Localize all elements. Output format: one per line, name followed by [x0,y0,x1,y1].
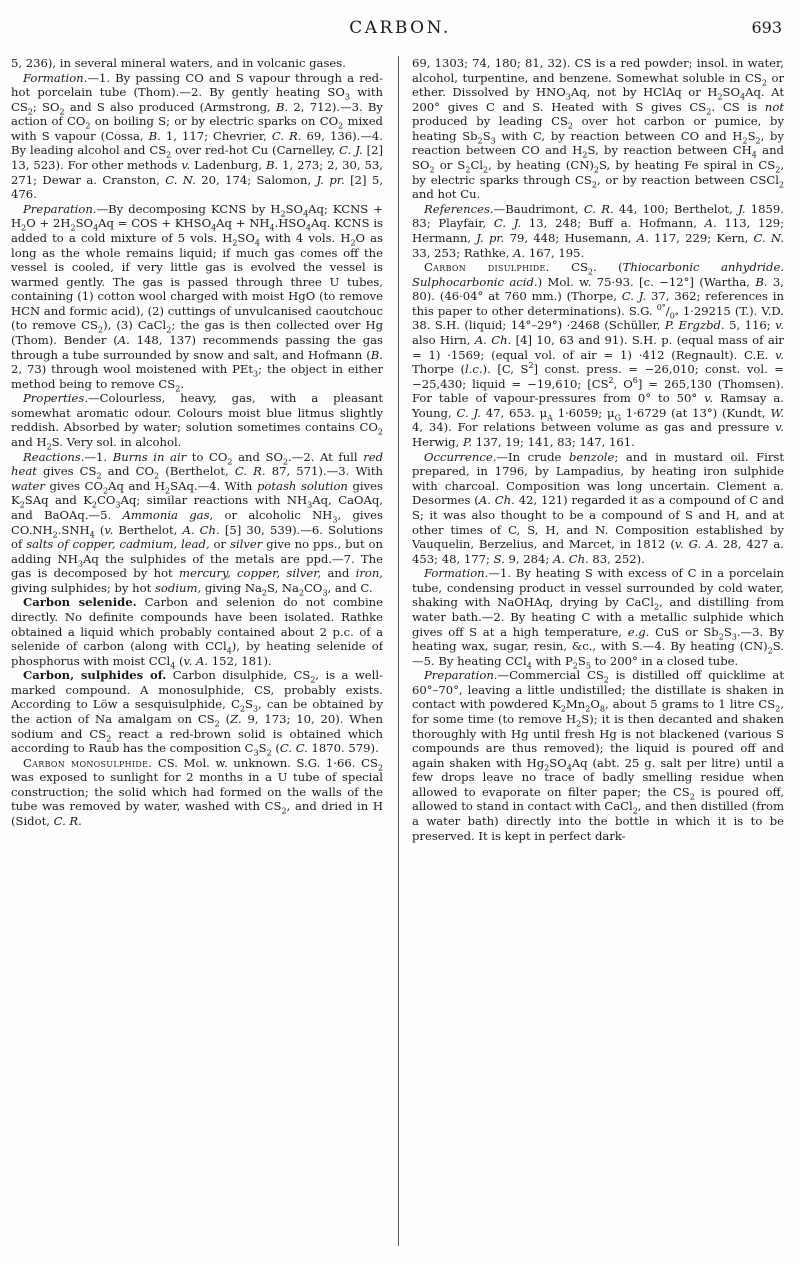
paragraph: 5, 236), in several mineral waters, and in volcanic gases. [11,56,346,70]
right-column [412,56,784,1252]
paragraph: Carbon disulphide. $CS_2$. (Thiocarbonic anhydride. Sulphocarbonic acid.) Mol. w. 75·93. [c. −12°] (Wartha, B. 3, 80). (46·04° at 760 mm.) (Thorpe, C. J. 37, 362; references in this paper to other determinations). S.G. $^{0^\circ}/_{0^\circ}$ 1·29215 (T.). V.D. 38. S.H. (liquid; 14°–29°) ·2468 (Schüller, P. Ergzbd. 5, 116; v. also Hirn, A. Ch. [4] 10, 63 and 91). S.H. p. (equal mass of air = 1) ·1569; (equal vol. of air = 1) ·412 (Regnault). C.E. v. Thorpe (l.c.). [C, $S^2$] const. press. = −26,010; const. vol. = −25,430; liquid = −19,610; [$CS^2$, $O^6] = 265,130$ (Thomsen). For table of vapour-pressures from 0° to 50° v. Ramsay a. Young, C. J. 47, 653. $\mu_A$ 1·6059; $\mu_G$ 1·6729 (at 13°) (Kundt, W. 4, 34). For relations between volume as gas and pressure v. Herwig, P. 137, 19; 141, 83; 147, 161. [412,260,784,450]
paragraph: Preparation.—Commercial $CS_2$ is distilled off quicklime at 60°–70°, leaving a little undistilled; the distillate is shaken in contact with powdered $K_2Mn_2O_8$, about 5 grams to 1 litre $CS_2$, for some time (to remove $H_2S$); it is then decanted and shaken thoroughly with Hg until fresh Hg is not blackened (various S compounds are thus removed); the liquid is poured off and again shaken with $Hg_2SO_4Aq$ (abt. 25 g. salt per litre) until a few drops leave no trace of badly smelling residue when allowed to evaporate on filter paper; the $CS_2$ is poured off, allowed to stand in contact with CaCl$_2$, and then distilled (from a water bath) directly into the bottle in which it is to be preserved. It is kept in perfect dark- [412,668,784,843]
paragraph: Reactions.—1. Burns in air to $CO_2$ and $SO_2.—2$. At full red heat gives $CS_2$ and $CO_2$ (Berthelot, C. R. 87, 571).—3. With water gives $CO_2Aq$ and $H_2SAq.—4$. With potash solution gives $K_2SAq$ and $K_2CO_3Aq$; similar reactions with $NH_3Aq$, CaOAq, and BaOAq.—5. Ammonia gas, or alcoholic $NH_3$, gives $CO.NH_2.SNH_4$ (v. Berthelot, A. Ch. [5] 30, 539).—6. Solutions of salts of copper, cadmium, lead, or silver give no pps., but on adding $NH_3Aq$ the sulphides of the metals are ppd.—7. The gas is decomposed by hot mercury, copper, silver, and iron, giving sulphides; by hot sodium, giving $Na_2S$, $Na_2CO_3$, and C. [11,449,383,598]
paragraph: Formation.—1. By heating S with excess of C in a porcelain tube, condensing product in vessel surrounded by cold water, shaking with NaOHAq, drying by CaCl$_2$, and distilling from water bath.—2. By heating C with a metallic sulphide which gives off S at a high temperature, e.g. CuS or $Sb_2S_3.—3$. By heating wax, sugar, resin, &c., with S.—4. By heating $(CN)_2S.—5$. By heating CCl$_4$ with $P_2S_5$ to 200° in a closed tube. [412,566,784,671]
left-column [11,56,383,1252]
page-number: 693 [751,18,782,37]
paragraph: References.—Baudrimont, C. R. 44, 100; Berthelot, J. 1859. 83; Playfair, C. J. 13, 248; Buff a. Hofmann, A. 113, 129; Hermann, J. pr. 79, 448; Husemann, A. 117, 229; Kern, C. N. 33, 253; Rathke, A. 167, 195. [412,201,784,260]
paragraph: Occurrence.—In crude benzole; and in mustard oil. First prepared, in 1796, by Lampadius, by heating iron sulphide with charcoal. Composition was long uncertain. Clement a. Desormes (A. Ch. 42, 121) regarded it as a compound of C and S; it was also thought to be a compound of S and H, and at other times of C, S, H, and N. Composition established by Vauquelin, Berzelius, and Marcet, in 1812 (v. G. A. 28, 427 a. 453; 48, 177; S. 9, 284; A. Ch. 83, 252). [412,449,784,566]
paragraph: Carbon selenide. Carbon and selenion do not combine directly. No definite compounds have been isolated. Rathke obtained a liquid which probably contained about 2 p.c. of a selenide of carbon (along with CCl$_4$), by heating selenide of phosphorus with moist CCl$_4$ (v. A. 152, 181). [11,595,383,671]
paragraph: Preparation.—By decomposing KCNS by $H_2SO_4Aq$; KCNS + $H_2O + 2H_2SO_4Aq$ = COS + $KHSO_4Aq + NH_4.HSO_4Aq$. KCNS is added to a cold mixture of 5 vols. $H_2SO_4$ with 4 vols. $H_2O$ as long as the whole remains liquid; if much gas comes off the vessel is cooled, if very little gas is evolved the vessel is warmed gently. The gas is passed through three U tubes, containing (1) cotton wool charged with moist HgO (to remove HCN and formic acid), (2) cuttings of unvulcanised caoutchouc (to remove $CS_2$), (3) CaCl$_2$; the gas is then collected over Hg (Thom). Bender (A. 148, 137) recommends passing the gas through a tube surrounded by snow and salt, and Hofmann (B. 2, 73) through wool moistened with PEt$_3$; the object in either method being to remove $CS_2$. [11,201,383,394]
paragraph: 69, 1303; 74, 180; 81, 32). CS is a red powder; insol. in water, alcohol, turpentine, and benzene. Somewhat soluble in $CS_2$ or ether. Dissolved by $HNO_3Aq$, not by HClAq or $H_2SO_4Aq$. At 200° gives C and S. Heated with S gives $CS_2$. CS is not produced by leading $CS_2$ over hot carbon or pumice, by heating $Sb_2S_3$ with C, by reaction between CO and $H_2S_2$, by reaction between CO and $H_2S$, by reaction between $CH_4$ and $SO_2$ or $S_2Cl_2$, by heating $(CN)_2S$, by heating Fe spiral in $CS_2$, by electric sparks through $CS_2$, or by reaction between CSCl$_2$ and hot Cu. [412,56,784,202]
column-divider [398,56,399,1246]
running-title: CARBON. [349,18,451,38]
paragraph: Carbon monosulphide. CS. Mol. w. unknown. S.G. 1·66. $CS_2$ was exposed to sunlight for 2 months in a U tube of special construction; the solid which had formed on the walls of the tube was removed by water, washed with $CS_2$, and dried in H (Sidot, C. R. [11,755,383,829]
paragraph: Carbon, sulphides of. Carbon disulphide, $CS_2$, is a well-marked compound. A monosulphide, CS, probably exists. According to Löw a sesquisulphide, $C_2S_3$, can be obtained by the action of Na amalgam on $CS_2$ (Z. 9, 173; 10, 20). When sodium and $CS_2$ react a red-brown solid is obtained which according to Raub has the composition $C_3S_2$ (C. C. 1870. 579). [11,668,383,758]
paragraph: Properties.—Colourless, heavy, gas, with a pleasant somewhat aromatic odour. Colours moist blue litmus slightly reddish. Absorbed by water; solution sometimes contains $CO_2$ and $H_2S$. Very sol. in alcohol. [11,391,383,452]
paragraph: Formation.—1. By passing CO and S vapour through a red-hot porcelain tube (Thom).—2. By gently heating $SO_3$ with $CS_2$; $SO_2$ and S also produced (Armstrong, B. 2, 712).—3. By action of $CO_2$ on boiling S; or by electric sparks on $CO_2$ mixed with S vapour (Cossa, B. 1, 117; Chevrier, C. R. 69, 136).—4. By leading alcohol and $CS_2$ over red-hot Cu (Carnelley, C. J. [2] 13, 523). For other methods v. Ladenburg, B. 1, 273; 2, 30, 53, 271; Dewar a. Cranston, C. N. 20, 174; Salomon, J. pr. [2] 5, 476. [11,70,383,202]
page-header [0,18,800,44]
